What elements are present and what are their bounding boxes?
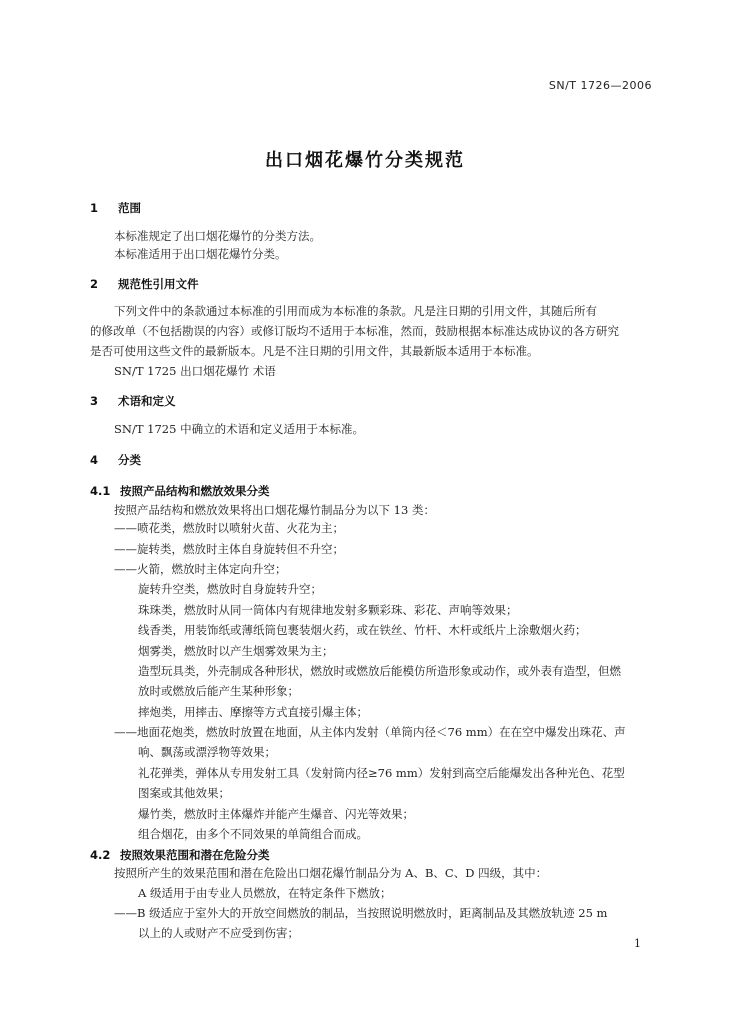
section-title: 分类 [118, 453, 141, 467]
paragraph-line: 按照产品结构和燃放效果将出口烟花爆竹制品分为以下 13 类： [114, 503, 435, 517]
list-item-continuation: 图案或其他效果； [138, 786, 230, 800]
section-heading-terms [90, 393, 176, 409]
list-item: 珠珠类，燃放时从同一筒体内有规律地发射多颗彩珠、彩花、声响等效果； [138, 603, 518, 617]
section-number: 1 [90, 201, 99, 215]
paragraph-line: 下列文件中的条款通过本标准的引用而成为本标准的条款。凡是注日期的引用文件，其随后所有 [114, 304, 597, 318]
section-heading-scope [90, 200, 141, 216]
paragraph-line: 本标准规定了出口烟花爆竹的分类方法。 [114, 229, 321, 243]
list-item: 礼花弹类，弹体从专用发射工具（发射筒内径≥76 mm）发射到高空后能爆发出各种光色、花型 [138, 766, 625, 780]
section-title: 规范性引用文件 [118, 277, 199, 291]
paragraph-line: 本标准适用于出口烟花爆竹分类。 [114, 247, 287, 261]
section-number: 4.1 [90, 484, 111, 498]
list-item: 旋转升空类，燃放时自身旋转升空； [138, 582, 322, 596]
list-item: 摔炮类，用摔击、摩擦等方式直接引爆主体； [138, 705, 368, 719]
subsection-heading-effect-range-hazard [90, 847, 270, 863]
list-item-continuation: 以上的人或财产不应受到伤害； [138, 926, 299, 940]
list-item: ——地面花炮类，燃放时放置在地面，从主体内发射（单筒内径＜76 mm）在在空中爆发出珠花、声 [114, 725, 626, 739]
list-item-continuation: 响、飘荡或漂浮物等效果； [138, 745, 276, 759]
paragraph-line: SN/T 1725 中确立的术语和定义适用于本标准。 [114, 422, 365, 436]
referenced-document: SN/T 1725 出口烟花爆竹 术语 [114, 364, 276, 378]
paragraph-line: 按照所产生的效果范围和潜在危险出口烟花爆竹制品分为 A、B、C、D 四级，其中： [114, 866, 548, 880]
section-heading-classification [90, 452, 141, 468]
section-title: 按照产品结构和燃放效果分类 [120, 484, 270, 498]
subsection-heading-structure-effect [90, 483, 270, 499]
page-title: 出口烟花爆竹分类规范 [265, 150, 465, 171]
list-item: 线香类，用装饰纸或薄纸筒包裹装烟火药，或在铁丝、竹杆、木杆或纸片上涂敷烟火药； [138, 623, 587, 637]
list-item: ——火箭，燃放时主体定向升空； [114, 562, 287, 576]
paragraph-line: 的修改单（不包括勘误的内容）或修订版均不适用于本标准，然而，鼓励根据本标准达成协议的各方研究 [90, 324, 619, 338]
section-number: 3 [90, 394, 99, 408]
list-item: ——旋转类，燃放时主体自身旋转但不升空； [114, 542, 344, 556]
list-item: A 级适用于由专业人员燃放，在特定条件下燃放； [138, 886, 392, 900]
list-item: 爆竹类，燃放时主体爆炸并能产生爆音、闪光等效果； [138, 807, 414, 821]
paragraph-line: 是否可使用这些文件的最新版本。凡是不注日期的引用文件，其最新版本适用于本标准。 [90, 344, 539, 358]
standard-number: SN/T 1726—2006 [548, 79, 652, 92]
section-heading-normative-references [90, 276, 199, 292]
section-title: 术语和定义 [118, 394, 176, 408]
list-item: ——喷花类，燃放时以喷射火苗、火花为主； [114, 521, 344, 535]
list-item-continuation: 放时或燃放后能产生某种形象； [138, 684, 299, 698]
section-number: 2 [90, 277, 99, 291]
list-item: 组合烟花，由多个不同效果的单筒组合而成。 [138, 827, 368, 841]
list-item: 造型玩具类，外壳制成各种形状，燃放时或燃放后能模仿所造形象或动作，或外表有造型，但燃 [138, 664, 621, 678]
page-number: 1 [634, 937, 641, 950]
section-title: 范围 [118, 201, 141, 215]
section-title: 按照效果范围和潜在危险分类 [120, 848, 270, 862]
section-number: 4.2 [90, 848, 111, 862]
section-number: 4 [90, 453, 99, 467]
list-item: ——B 级适应于室外大的开放空间燃放的制品，当按照说明燃放时，距离制品及其燃放轨迹 25 m [114, 906, 608, 920]
list-item: 烟雾类，燃放时以产生烟雾效果为主； [138, 644, 334, 658]
